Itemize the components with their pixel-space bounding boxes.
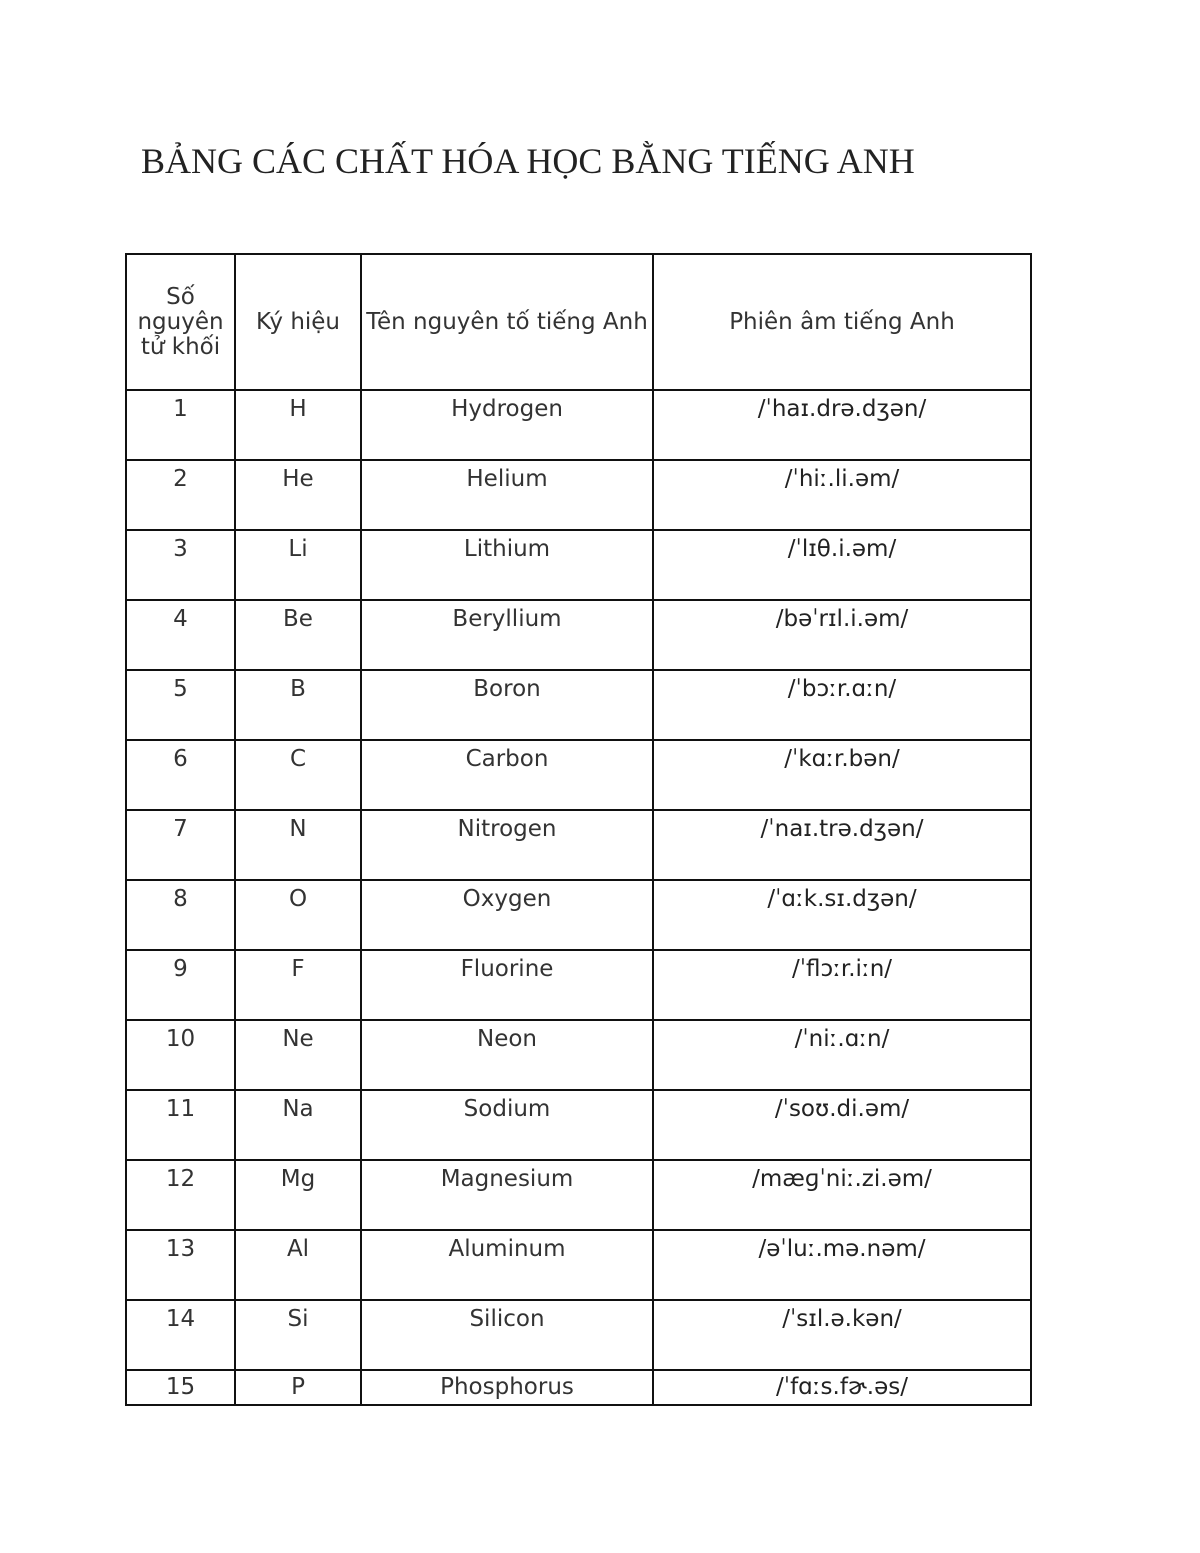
cell-symbol: N <box>235 810 361 880</box>
cell-atomic-number: 15 <box>126 1370 235 1405</box>
cell-symbol: Na <box>235 1090 361 1160</box>
cell-element-name: Silicon <box>361 1300 653 1370</box>
cell-atomic-number: 7 <box>126 810 235 880</box>
cell-element-name: Aluminum <box>361 1230 653 1300</box>
cell-element-name: Fluorine <box>361 950 653 1020</box>
table-row <box>126 880 1031 950</box>
cell-element-name: Helium <box>361 460 653 530</box>
cell-pronunciation: /əˈluː.mə.nəm/ <box>653 1230 1031 1300</box>
cell-pronunciation: /ˈlɪθ.i.əm/ <box>653 530 1031 600</box>
header-element-name: Tên nguyên tố tiếng Anh <box>361 254 653 390</box>
cell-pronunciation: /ˈnaɪ.trə.dʒən/ <box>653 810 1031 880</box>
cell-pronunciation: /ˈsɪl.ə.kən/ <box>653 1300 1031 1370</box>
table-row <box>126 390 1031 460</box>
cell-pronunciation: /ˈbɔːr.ɑːn/ <box>653 670 1031 740</box>
cell-element-name: Lithium <box>361 530 653 600</box>
cell-symbol: Ne <box>235 1020 361 1090</box>
table-row <box>126 600 1031 670</box>
table-row <box>126 460 1031 530</box>
cell-pronunciation: /ˈflɔːr.iːn/ <box>653 950 1031 1020</box>
cell-element-name: Boron <box>361 670 653 740</box>
cell-symbol: Li <box>235 530 361 600</box>
cell-pronunciation: /ˈɑːk.sɪ.dʒən/ <box>653 880 1031 950</box>
table-row <box>126 1020 1031 1090</box>
cell-element-name: Magnesium <box>361 1160 653 1230</box>
cell-atomic-number: 8 <box>126 880 235 950</box>
cell-symbol: Mg <box>235 1160 361 1230</box>
table-row <box>126 670 1031 740</box>
page-title: BẢNG CÁC CHẤT HÓA HỌC BẰNG TIẾNG ANH <box>141 141 915 181</box>
cell-pronunciation: /ˈfɑːs.fɚ.əs/ <box>653 1370 1031 1405</box>
cell-symbol: H <box>235 390 361 460</box>
cell-atomic-number: 14 <box>126 1300 235 1370</box>
cell-atomic-number: 13 <box>126 1230 235 1300</box>
cell-element-name: Sodium <box>361 1090 653 1160</box>
header-pronunciation: Phiên âm tiếng Anh <box>653 254 1031 390</box>
cell-pronunciation: /ˈkɑːr.bən/ <box>653 740 1031 810</box>
cell-element-name: Nitrogen <box>361 810 653 880</box>
cell-element-name: Oxygen <box>361 880 653 950</box>
header-atomic-number: Số nguyên tử khối <box>126 254 235 390</box>
cell-symbol: C <box>235 740 361 810</box>
cell-pronunciation: /ˈniː.ɑːn/ <box>653 1020 1031 1090</box>
cell-atomic-number: 12 <box>126 1160 235 1230</box>
cell-atomic-number: 6 <box>126 740 235 810</box>
cell-symbol: Si <box>235 1300 361 1370</box>
cell-element-name: Phosphorus <box>361 1370 653 1405</box>
cell-atomic-number: 4 <box>126 600 235 670</box>
table-row <box>126 1370 1031 1405</box>
cell-pronunciation: /mæɡˈniː.zi.əm/ <box>653 1160 1031 1230</box>
cell-atomic-number: 9 <box>126 950 235 1020</box>
cell-atomic-number: 3 <box>126 530 235 600</box>
cell-symbol: He <box>235 460 361 530</box>
cell-symbol: Al <box>235 1230 361 1300</box>
cell-atomic-number: 2 <box>126 460 235 530</box>
table-row <box>126 1090 1031 1160</box>
cell-element-name: Carbon <box>361 740 653 810</box>
table-row <box>126 950 1031 1020</box>
table-row <box>126 1300 1031 1370</box>
cell-symbol: O <box>235 880 361 950</box>
cell-atomic-number: 11 <box>126 1090 235 1160</box>
table-row <box>126 530 1031 600</box>
cell-pronunciation: /bəˈrɪl.i.əm/ <box>653 600 1031 670</box>
cell-pronunciation: /ˈhiː.li.əm/ <box>653 460 1031 530</box>
cell-element-name: Hydrogen <box>361 390 653 460</box>
table-row <box>126 740 1031 810</box>
table-body <box>126 390 1031 1405</box>
cell-element-name: Beryllium <box>361 600 653 670</box>
cell-atomic-number: 5 <box>126 670 235 740</box>
table-row <box>126 810 1031 880</box>
cell-pronunciation: /ˈsoʊ.di.əm/ <box>653 1090 1031 1160</box>
header-symbol: Ký hiệu <box>235 254 361 390</box>
elements-table <box>125 253 1032 1406</box>
cell-symbol: B <box>235 670 361 740</box>
table-header-row <box>126 254 1031 390</box>
cell-element-name: Neon <box>361 1020 653 1090</box>
table-row <box>126 1160 1031 1230</box>
cell-atomic-number: 10 <box>126 1020 235 1090</box>
table-row <box>126 1230 1031 1300</box>
cell-symbol: F <box>235 950 361 1020</box>
cell-atomic-number: 1 <box>126 390 235 460</box>
cell-symbol: P <box>235 1370 361 1405</box>
cell-pronunciation: /ˈhaɪ.drə.dʒən/ <box>653 390 1031 460</box>
cell-symbol: Be <box>235 600 361 670</box>
